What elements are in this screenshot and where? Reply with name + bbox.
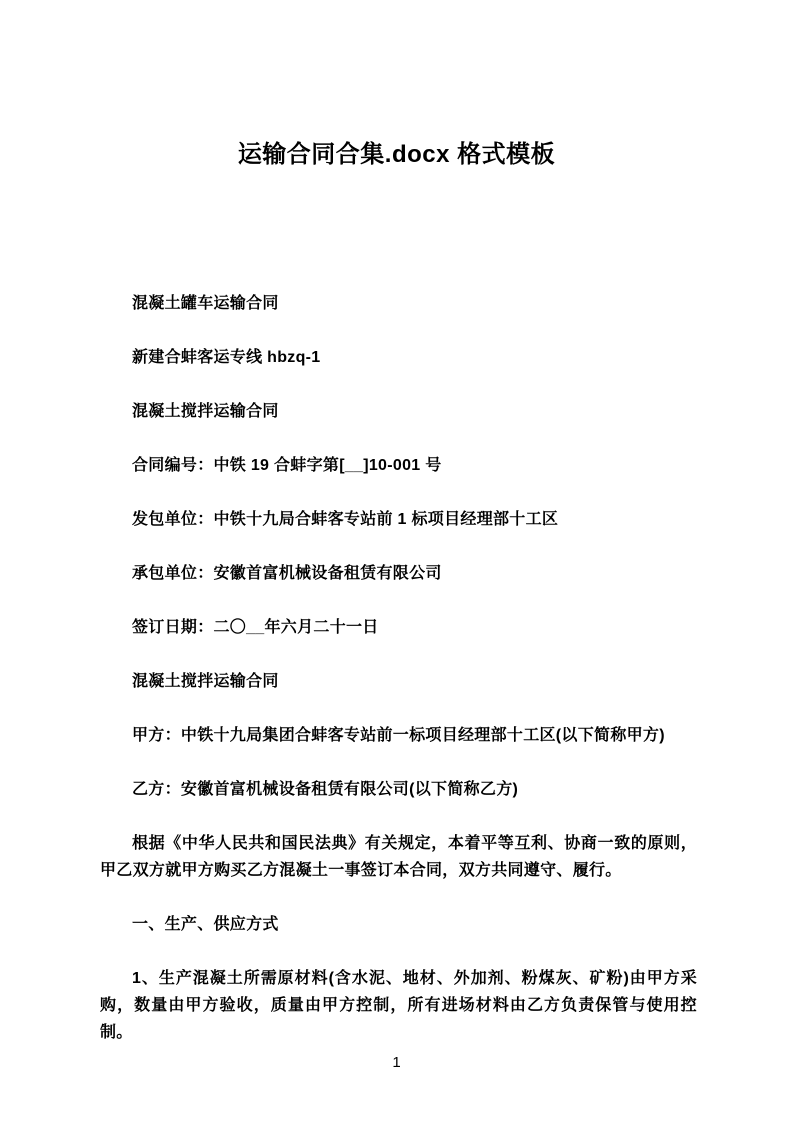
paragraph-project-line: 新建合蚌客运专线 hbzq-1 (132, 349, 321, 366)
paragraph-signing-date: 签订日期：二〇__年六月二十一日 (132, 619, 379, 636)
paragraph-clause-1: 1、生产混凝土所需原材料(含水泥、地材、外加剂、粉煤灰、矿粉)由甲方采购，数量由甲方验收，质量由甲方控制，所有进场材料由乙方负责保管与使用控制。 (100, 970, 697, 1041)
paragraph-party-b: 乙方：安徽首富机械设备租赁有限公司(以下简称乙方) (132, 781, 519, 798)
paragraph-contract-number: 合同编号：中铁 19 合蚌字第[__]10-001 号 (132, 457, 442, 474)
page-footer (0, 1052, 793, 1074)
paragraph-contract-heading-2: 混凝土搅拌运输合同 (132, 403, 279, 420)
paragraph-issuer-unit: 发包单位：中铁十九局合蚌客专站前 1 标项目经理部十工区 (132, 511, 559, 528)
page-number: 1 (392, 1054, 401, 1071)
paragraph-contractor-unit: 承包单位：安徽首富机械设备租赁有限公司 (132, 565, 442, 582)
paragraph-preamble: 根据《中华人民共和国民法典》有关规定，本着平等互利、协商一致的原则，甲乙双方就甲方购买乙方混凝土一事签订本合同，双方共同遵守、履行。 (100, 835, 697, 879)
paragraph-section-1-heading: 一、生产、供应方式 (132, 916, 279, 933)
paragraph-contract-heading-1: 混凝土罐车运输合同 (132, 295, 279, 312)
paragraph-contract-heading-3: 混凝土搅拌运输合同 (132, 673, 279, 690)
paragraph-party-a: 甲方：中铁十九局集团合蚌客专站前一标项目经理部十工区(以下简称甲方) (132, 727, 665, 744)
document-title: 运输合同合集.docx 格式模板 (237, 141, 556, 168)
document-body (0, 290, 793, 1046)
